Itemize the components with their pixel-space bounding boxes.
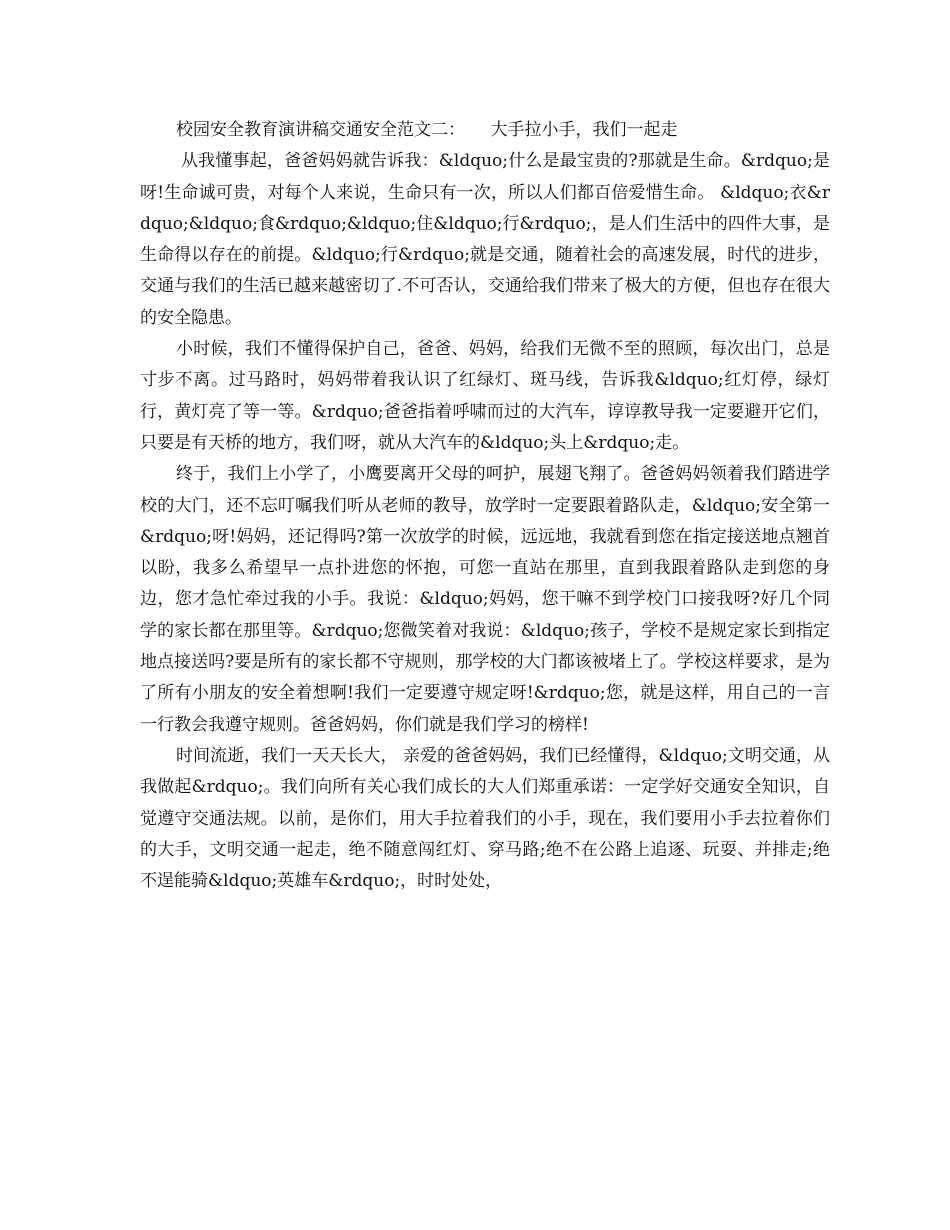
document-body	[140, 115, 830, 897]
paragraph-1: 从我懂事起，爸爸妈妈就告诉我：&ldquo;什么是最宝贵的?那就是生命。&rdquo;是呀!生命诚可贵，对每个人来说，生命只有一次，所以人们都百倍爱惜生命。 &ldquo;衣&rdquo;&ldquo;食&rdquo;&ldquo;住&ldquo;行&rdquo;，是人们生活中的四件大事，是生命得以存在的前提。&ldquo;行&rdquo;就是交通，随着社会的高速发展，时代的进步，交通与我们的生活已越来越密切了.不可否认，交通给我们带来了极大的方便，但也存在很大的安全隐患。	[140, 151, 830, 328]
document-title: 校园安全教育演讲稿交通安全范文二： 大手拉小手，我们一起走	[176, 120, 678, 140]
paragraph-3: 终于，我们上小学了，小鹰要离开父母的呵护，展翅飞翔了。爸爸妈妈领着我们踏进学校的大门，还不忘叮嘱我们听从老师的教导，放学时一定要跟着路队走，&ldquo;安全第一&rdquo;呀!妈妈，还记得吗?第一次放学的时候，远远地，我就看到您在指定接送地点翘首以盼，我多么希望早一点扑进您的怀抱，可您一直站在那里，直到我跟着路队走到您的身边，您才急忙牵过我的小手。我说：&ldquo;妈妈，您干嘛不到学校门口接我呀?好几个同学的家长都在那里等。&rdquo;您微笑着对我说：&ldquo;孩子，学校不是规定家长到指定地点接送吗?要是所有的家长都不守规则，那学校的大门都该被堵上了。学校这样要求，是为了所有小朋友的安全着想啊!我们一定要遵守规定呀!&rdquo;您，就是这样，用自己的一言一行教会我遵守规则。爸爸妈妈，你们就是我们学习的榜样!	[140, 464, 830, 735]
paragraph-4: 时间流逝，我们一天天长大， 亲爱的爸爸妈妈，我们已经懂得，&ldquo;文明交通，从我做起&rdquo;。我们向所有关心我们成长的大人们郑重承诺：一定学好交通安全知识，自觉遵守交通法规。以前，是你们，用大手拉着我们的小手，现在，我们要用小手去拉着你们的大手，文明交通一起走，绝不随意闯红灯、穿马路;绝不在公路上追逐、玩耍、并排走;绝不逞能骑&ldquo;英雄车&rdquo;，时时处处，	[140, 745, 830, 892]
paragraph-2: 小时候，我们不懂得保护自己，爸爸、妈妈，给我们无微不至的照顾，每次出门，总是寸步不离。过马路时，妈妈带着我认识了红绿灯、斑马线，告诉我&ldquo;红灯停，绿灯行，黄灯亮了等一等。&rdquo;爸爸指着呼啸而过的大汽车，谆谆教导我一定要避开它们，只要是有天桥的地方，我们呀，就从大汽车的&ldquo;头上&rdquo;走。	[140, 339, 830, 453]
